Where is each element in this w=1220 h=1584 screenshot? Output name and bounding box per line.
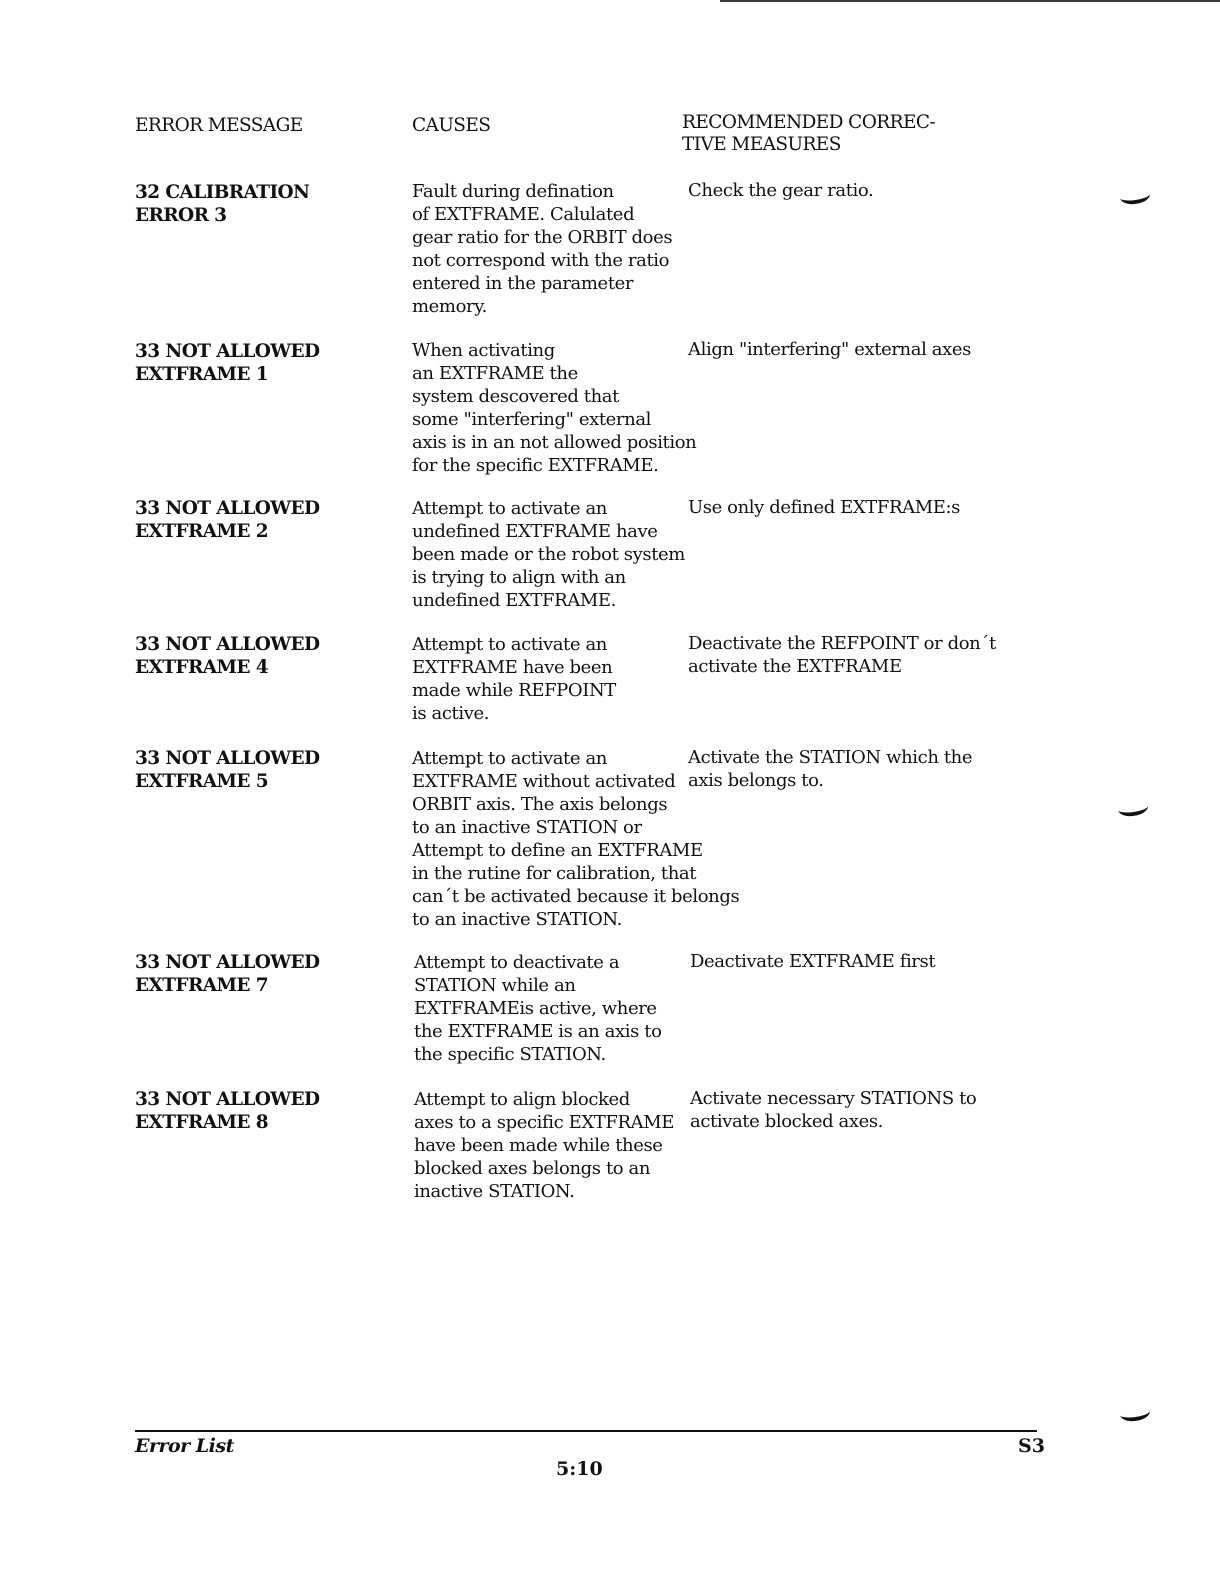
footer-section-title: Error List bbox=[135, 1435, 234, 1457]
error-cause: When activating an EXTFRAME the system descovered that some "interfering" external axis is in an not allowed position for the specific EXTFRAME. bbox=[412, 340, 697, 476]
error-cause: Attempt to activate an EXTFRAME have been made while REFPOINT is active. bbox=[412, 634, 616, 724]
page-top-edge bbox=[720, 0, 1220, 2]
footer-rule bbox=[135, 1430, 1037, 1432]
error-measure: Check the gear ratio. bbox=[688, 180, 874, 201]
binder-hole-mark bbox=[1119, 1403, 1151, 1423]
error-measure: Use only defined EXTFRAME:s bbox=[688, 497, 961, 518]
error-measure: Align "interfering" external axes bbox=[688, 339, 971, 360]
error-message: 33 NOT ALLOWED EXTFRAME 4 bbox=[135, 634, 320, 678]
error-message: 32 CALIBRATION ERROR 3 bbox=[135, 182, 310, 226]
binder-hole-mark bbox=[1119, 186, 1151, 206]
header-causes: CAUSES bbox=[412, 115, 491, 136]
binder-hole-mark bbox=[1117, 798, 1149, 818]
page-number: 5:10 bbox=[556, 1458, 603, 1480]
error-measure: Activate necessary STATIONS to activate blocked axes. bbox=[690, 1088, 977, 1132]
footer-chapter-code: S3 bbox=[1018, 1435, 1045, 1457]
header-error-message: ERROR MESSAGE bbox=[135, 115, 303, 136]
error-cause: Attempt to activate an undefined EXTFRAME have been made or the robot system is trying to align with an undefined EXTFRAME. bbox=[412, 498, 685, 611]
error-measure: Activate the STATION which the axis belongs to. bbox=[688, 747, 973, 791]
error-cause: Fault during defination of EXTFRAME. Calulated gear ratio for the ORBIT does not correspond with the ratio entered in the parameter memory. bbox=[412, 181, 673, 317]
error-message: 33 NOT ALLOWED EXTFRAME 1 bbox=[135, 341, 320, 385]
error-cause: Attempt to activate an EXTFRAME without activated ORBIT axis. The axis belongs to an inactive STATION or Attempt to define an EXTFRAME in the rutine for calibration, that can´t be activated because it belongs to an inactive STATION. bbox=[412, 748, 740, 930]
error-measure: Deactivate EXTFRAME first bbox=[690, 951, 936, 972]
header-recommended-measures: RECOMMENDED CORREC- TIVE MEASURES bbox=[682, 112, 936, 155]
error-cause: Attempt to align blocked axes to a specific EXTFRAME have been made while these blocked axes belongs to an inactive STATION. bbox=[414, 1089, 674, 1202]
error-message: 33 NOT ALLOWED EXTFRAME 5 bbox=[135, 748, 320, 792]
error-message: 33 NOT ALLOWED EXTFRAME 2 bbox=[135, 498, 320, 542]
error-measure: Deactivate the REFPOINT or don´t activate the EXTFRAME bbox=[688, 633, 996, 677]
error-message: 33 NOT ALLOWED EXTFRAME 8 bbox=[135, 1089, 320, 1133]
error-cause: Attempt to deactivate a STATION while an EXTFRAMEis active, where the EXTFRAME is an axis to the specific STATION. bbox=[414, 952, 662, 1065]
error-message: 33 NOT ALLOWED EXTFRAME 7 bbox=[135, 952, 320, 996]
